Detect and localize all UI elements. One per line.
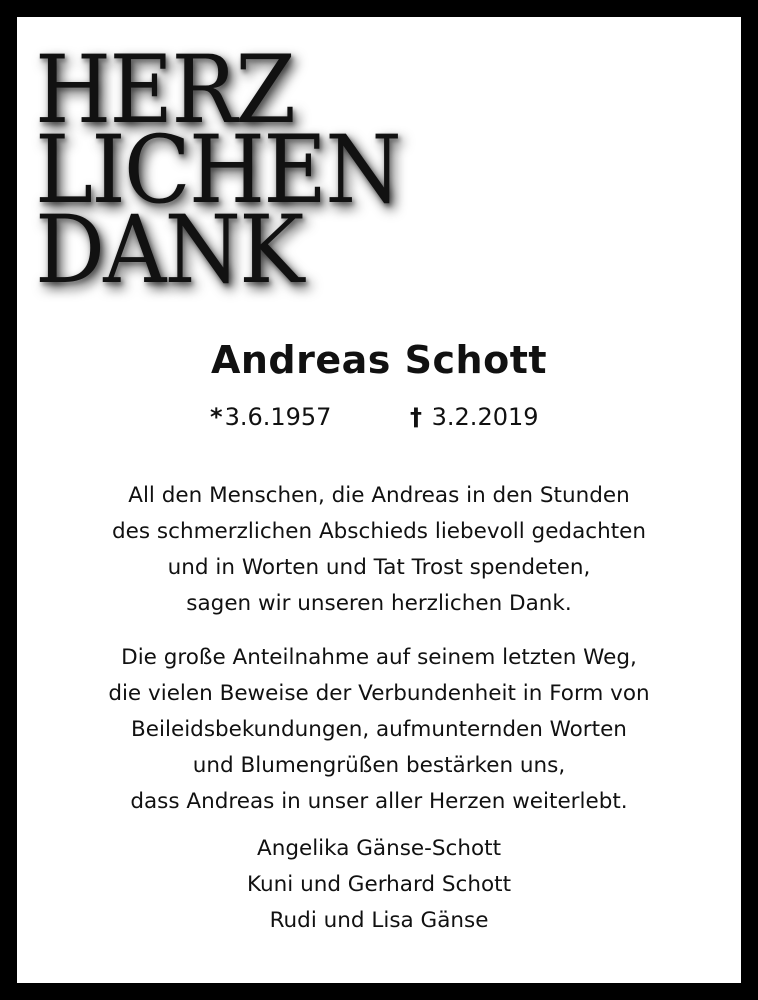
headline-line: HERZ (35, 36, 295, 145)
signature-line: Rudi und Lisa Gänse (269, 908, 489, 933)
death-date-value: 3.2.2019 (431, 403, 539, 431)
sympathy-paragraph (0, 640, 758, 820)
headline-line: DANK (35, 196, 303, 305)
text-line: Beileidsbekundungen, aufmunternden Worten (131, 717, 627, 742)
birth-date (210, 400, 331, 434)
text-line: und in Worten und Tat Trost spendeten, (167, 555, 591, 580)
text-line: und Blumengrüßen bestärken uns, (192, 753, 566, 778)
death-date (410, 400, 539, 434)
headline-line: LICHEN (35, 116, 400, 225)
signatures (0, 831, 758, 939)
text-line: All den Menschen, die Andreas in den Stunden (128, 483, 630, 508)
signature-line: Angelika Gänse-Schott (257, 836, 501, 861)
text-line: des schmerzlichen Abschieds liebevoll gedachten (112, 519, 646, 544)
deceased-name: Andreas Schott (210, 338, 548, 382)
text-line: sagen wir unseren herzlichen Dank. (186, 591, 572, 616)
death-symbol: † (410, 403, 422, 431)
text-line: Die große Anteilnahme auf seinem letzten Weg, (121, 645, 637, 670)
birth-symbol: * (210, 403, 223, 431)
text-line: die vielen Beweise der Verbundenheit in Form von (108, 681, 650, 706)
signature-line: Kuni und Gerhard Schott (246, 872, 512, 897)
text-line: dass Andreas in unser aller Herzen weiterlebt. (130, 789, 628, 814)
birth-date-value: 3.6.1957 (224, 403, 332, 431)
thanks-paragraph (0, 478, 758, 622)
headline (35, 36, 400, 305)
life-dates (0, 400, 758, 434)
